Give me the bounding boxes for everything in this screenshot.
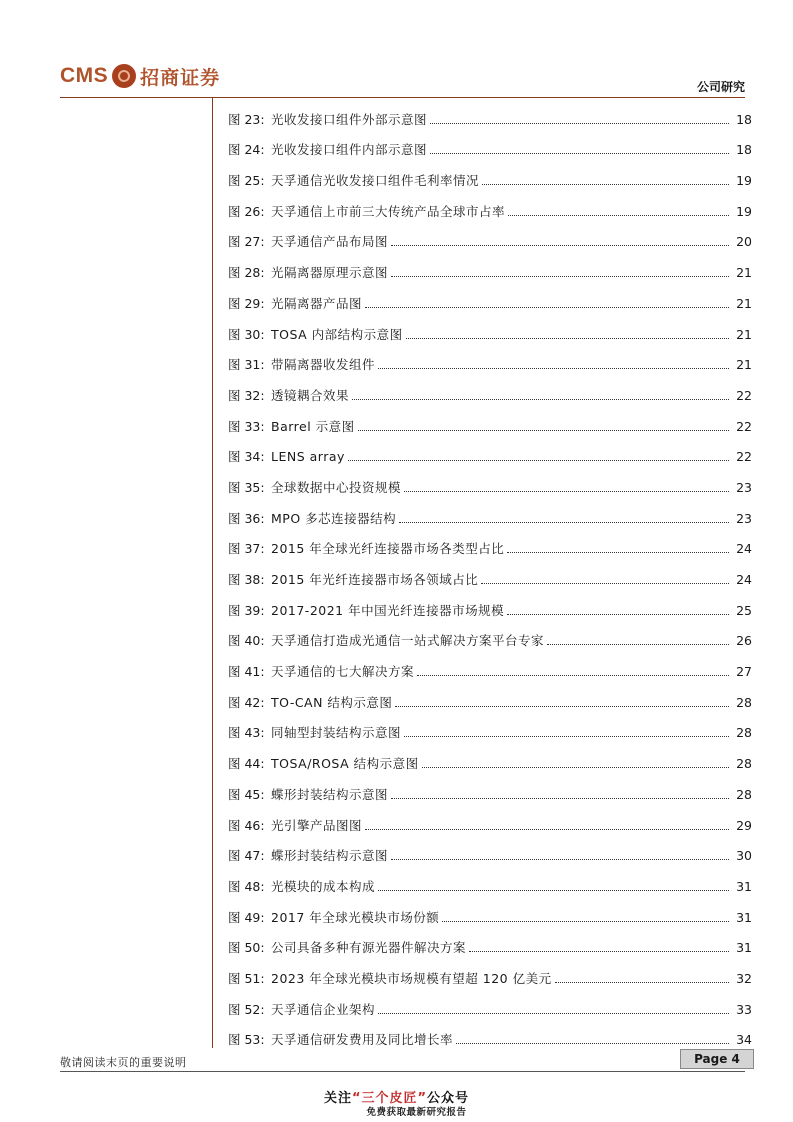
leader-dots [352, 399, 729, 400]
leader-dots [391, 798, 729, 799]
page-ref: 24 [736, 572, 752, 587]
toc-entry[interactable] [228, 349, 752, 380]
leader-dots [391, 245, 729, 246]
leader-dots [507, 614, 729, 615]
figure-title: 光收发接口组件外部示意图 [271, 111, 428, 127]
figure-number: 图 45: [228, 786, 265, 802]
figure-number: 图 43: [228, 725, 265, 741]
page-ref: 22 [736, 387, 752, 403]
page-ref: 28 [736, 756, 752, 772]
figure-number: 图 41: [228, 664, 265, 680]
figure-title: Barrel 示意图 [271, 418, 355, 434]
toc-entry[interactable] [228, 686, 752, 717]
figure-number: 图 46: [228, 817, 265, 833]
page-ref: 21 [736, 295, 752, 311]
leader-dots [399, 522, 729, 523]
figure-number: 图 32: [228, 387, 265, 403]
leader-dots [482, 184, 729, 185]
leader-dots [508, 215, 729, 216]
figure-number: 图 49: [228, 909, 265, 925]
page-ref: 23 [736, 510, 752, 526]
page-ref: 21 [736, 357, 752, 373]
leader-dots [430, 123, 729, 124]
figure-title: 光收发接口组件内部示意图 [271, 142, 428, 158]
toc-entry-label [228, 235, 388, 249]
page-ref: 19 [736, 173, 752, 189]
figure-title: TOSA/ROSA 结构示意图 [271, 756, 419, 772]
toc-entry-label [228, 266, 388, 280]
page-ref: 33 [736, 1001, 752, 1017]
toc-entry[interactable] [228, 103, 752, 134]
figure-title: 2015 年光纤连接器市场各领域占比 [271, 572, 479, 587]
page-ref: 28 [736, 694, 752, 710]
toc-entry[interactable] [228, 195, 752, 226]
leader-dots [404, 491, 729, 492]
toc-entry-label [228, 512, 396, 526]
figure-number: 图 33: [228, 418, 265, 434]
figure-title: 天孚通信打造成光通信一站式解决方案平台专家 [271, 633, 545, 649]
figure-title: 2017-2021 年中国光纤连接器市场规模 [271, 602, 505, 618]
figure-title: 全球数据中心投资规模 [271, 479, 402, 495]
wechat-subtitle: 免费获取最新研究报告 [366, 1107, 467, 1118]
left-margin-rule [212, 98, 213, 1048]
figure-number: 图 52: [228, 1001, 265, 1017]
figure-number: 图 37: [228, 541, 265, 557]
figure-title: TO-CAN 结构示意图 [271, 694, 393, 710]
toc-entry-label [228, 604, 504, 618]
figure-title: 天孚通信研发费用及同比增长率 [271, 1032, 454, 1048]
toc-entry[interactable] [228, 717, 752, 748]
wechat-suffix: 公众号 [427, 1091, 470, 1106]
figure-number: 图 47: [228, 848, 265, 864]
figure-title: 蝶形封装结构示意图 [271, 848, 389, 864]
figure-number: 图 40: [228, 633, 265, 649]
report-type-label: 公司研究 [696, 80, 745, 94]
leader-dots [391, 859, 729, 860]
toc-entry-label [228, 941, 466, 955]
page-ref: 19 [736, 203, 752, 219]
toc-entry-label [228, 174, 479, 188]
page-ref: 34 [736, 1032, 752, 1048]
page-ref: 29 [736, 817, 752, 833]
figure-title: 天孚通信产品布局图 [271, 234, 389, 250]
figure-number: 图 39: [228, 602, 265, 618]
toc-entry-label [228, 634, 544, 648]
toc-entry-label [228, 849, 388, 863]
toc-entry[interactable] [228, 471, 752, 502]
toc-entry[interactable] [228, 134, 752, 165]
company-logo [60, 62, 220, 90]
wechat-prefix: 关注 [323, 1091, 352, 1106]
toc-entry[interactable] [228, 962, 752, 993]
figure-title: 透镜耦合效果 [271, 387, 350, 403]
header-divider [60, 97, 745, 98]
wechat-account-name: “三个皮匠” [351, 1091, 428, 1106]
logo-text-en: CMS [60, 64, 109, 87]
leader-dots [391, 276, 729, 277]
figure-title: 2015 年全球光纤连接器市场各类型占比 [271, 541, 505, 557]
toc-entry-label [228, 328, 403, 342]
figure-title: 天孚通信企业架构 [271, 1001, 376, 1017]
page-ref: 28 [736, 786, 752, 802]
page-ref: 18 [736, 142, 752, 158]
toc-entry-label [228, 726, 401, 740]
toc-entry-label [228, 573, 478, 587]
page-ref: 25 [736, 602, 752, 618]
toc-entry[interactable] [228, 901, 752, 932]
toc-entry-label [228, 420, 355, 434]
figure-title: 天孚通信上市前三大传统产品全球市占率 [271, 203, 506, 219]
toc-entry[interactable] [228, 993, 752, 1024]
leader-dots [348, 460, 729, 461]
figure-list [228, 103, 752, 1054]
toc-entry[interactable] [228, 318, 752, 349]
toc-entry[interactable] [228, 840, 752, 871]
toc-entry[interactable] [228, 164, 752, 195]
toc-entry-label [228, 1003, 375, 1017]
page-ref: 21 [736, 326, 752, 342]
figure-title: MPO 多芯连接器结构 [271, 510, 397, 526]
leader-dots [406, 338, 729, 339]
figure-title: 光模块的成本构成 [271, 878, 376, 894]
leader-dots [365, 829, 729, 830]
leader-dots [507, 552, 729, 553]
page-ref: 23 [736, 479, 752, 495]
figure-title: 光隔离器原理示意图 [271, 265, 389, 281]
figure-title: 天孚通信光收发接口组件毛利率情况 [271, 173, 480, 189]
toc-entry[interactable] [228, 1024, 752, 1055]
page-ref: 26 [736, 633, 752, 649]
leader-dots [417, 675, 729, 676]
toc-entry[interactable] [228, 563, 752, 594]
toc-entry-label [228, 113, 427, 127]
figure-number: 图 35: [228, 479, 265, 495]
figure-number: 图 34: [228, 449, 265, 465]
toc-entry[interactable] [228, 932, 752, 963]
toc-entry[interactable] [228, 870, 752, 901]
figure-number: 图 30: [228, 326, 265, 342]
page-ref: 32 [736, 970, 752, 986]
toc-entry-label [228, 757, 419, 771]
toc-entry-label [228, 481, 401, 495]
figure-number: 图 44: [228, 756, 265, 772]
figure-number: 图 25: [228, 173, 265, 189]
figure-number: 图 29: [228, 295, 265, 311]
figure-title: 光引擎产品图图 [271, 817, 363, 833]
leader-dots [378, 1013, 729, 1014]
toc-entry-label [228, 911, 439, 925]
toc-entry-label [228, 205, 505, 219]
page-ref: 31 [736, 909, 752, 925]
toc-entry-label [228, 389, 349, 403]
figure-number: 图 27: [228, 234, 265, 250]
figure-title: 2017 年全球光模块市场份额 [271, 909, 440, 925]
figure-title: TOSA 内部结构示意图 [271, 326, 403, 342]
leader-dots [378, 890, 729, 891]
figure-title: 天孚通信的七大解决方案 [271, 664, 415, 680]
toc-entry[interactable] [228, 410, 752, 441]
toc-entry-label [228, 542, 504, 556]
toc-entry[interactable] [228, 502, 752, 533]
toc-entry-label [228, 788, 388, 802]
toc-entry[interactable] [228, 747, 752, 778]
logo-emblem-icon [112, 64, 136, 88]
page-ref: 30 [736, 848, 752, 864]
toc-entry-label [228, 450, 345, 464]
figure-number: 图 38: [228, 572, 265, 587]
toc-entry-label [228, 696, 392, 710]
page-ref: 28 [736, 725, 752, 741]
toc-entry[interactable] [228, 256, 752, 287]
toc-entry[interactable] [228, 809, 752, 840]
toc-entry-label [228, 358, 375, 372]
leader-dots [469, 951, 729, 952]
logo-text-cn: 招商证券 [140, 66, 221, 89]
leader-dots [378, 368, 729, 369]
toc-entry-label [228, 819, 362, 833]
leader-dots [442, 921, 729, 922]
leader-dots [481, 583, 729, 584]
toc-entry[interactable] [228, 778, 752, 809]
page-ref: 22 [736, 449, 752, 465]
figure-title: 蝶形封装结构示意图 [271, 786, 389, 802]
figure-title: 光隔离器产品图 [271, 295, 363, 311]
toc-entry[interactable] [228, 625, 752, 656]
figure-number: 图 23: [228, 111, 265, 127]
figure-number: 图 51: [228, 970, 265, 986]
leader-dots [365, 307, 729, 308]
page-ref: 31 [736, 878, 752, 894]
figure-number: 图 26: [228, 203, 265, 219]
figure-number: 图 31: [228, 357, 265, 373]
page-ref: 18 [736, 111, 752, 127]
toc-entry[interactable] [228, 379, 752, 410]
figure-number: 图 48: [228, 878, 265, 894]
figure-title: 2023 年全球光模块市场规模有望超 120 亿美元 [271, 970, 552, 986]
leader-dots [430, 153, 729, 154]
figure-title: 公司具备多种有源光器件解决方案 [271, 940, 467, 956]
toc-entry[interactable] [228, 655, 752, 686]
leader-dots [404, 736, 729, 737]
leader-dots [395, 706, 729, 707]
figure-title: LENS array [271, 449, 345, 465]
figure-number: 图 24: [228, 142, 265, 158]
page-ref: 21 [736, 265, 752, 281]
toc-entry-label [228, 665, 414, 679]
figure-title: 同轴型封装结构示意图 [271, 725, 402, 741]
page-ref: 27 [736, 664, 752, 680]
toc-entry[interactable] [228, 287, 752, 318]
figure-number: 图 53: [228, 1032, 265, 1048]
figure-number: 图 50: [228, 940, 265, 956]
figure-title: 带隔离器收发组件 [271, 357, 376, 373]
leader-dots [456, 1043, 729, 1044]
toc-entry[interactable] [228, 441, 752, 472]
figure-number: 图 36: [228, 510, 265, 526]
footer-divider [60, 1071, 745, 1072]
disclaimer-note: 敬请阅读末页的重要说明 [60, 1056, 187, 1069]
leader-dots [555, 982, 729, 983]
toc-entry[interactable] [228, 226, 752, 257]
toc-entry-label [228, 1033, 453, 1047]
page-number-badge: Page 4 [680, 1049, 754, 1069]
leader-dots [358, 430, 729, 431]
figure-number: 图 28: [228, 265, 265, 281]
toc-entry[interactable] [228, 594, 752, 625]
leader-dots [422, 767, 729, 768]
page-ref: 20 [736, 234, 752, 250]
figure-number: 图 42: [228, 694, 265, 710]
page-ref: 31 [736, 940, 752, 956]
page-ref: 22 [736, 418, 752, 434]
toc-entry-label [228, 880, 375, 894]
toc-entry-label [228, 143, 427, 157]
toc-entry[interactable] [228, 533, 752, 564]
toc-entry-label [228, 297, 362, 311]
leader-dots [547, 644, 729, 645]
page-ref: 24 [736, 541, 752, 557]
toc-entry-label [228, 972, 552, 986]
